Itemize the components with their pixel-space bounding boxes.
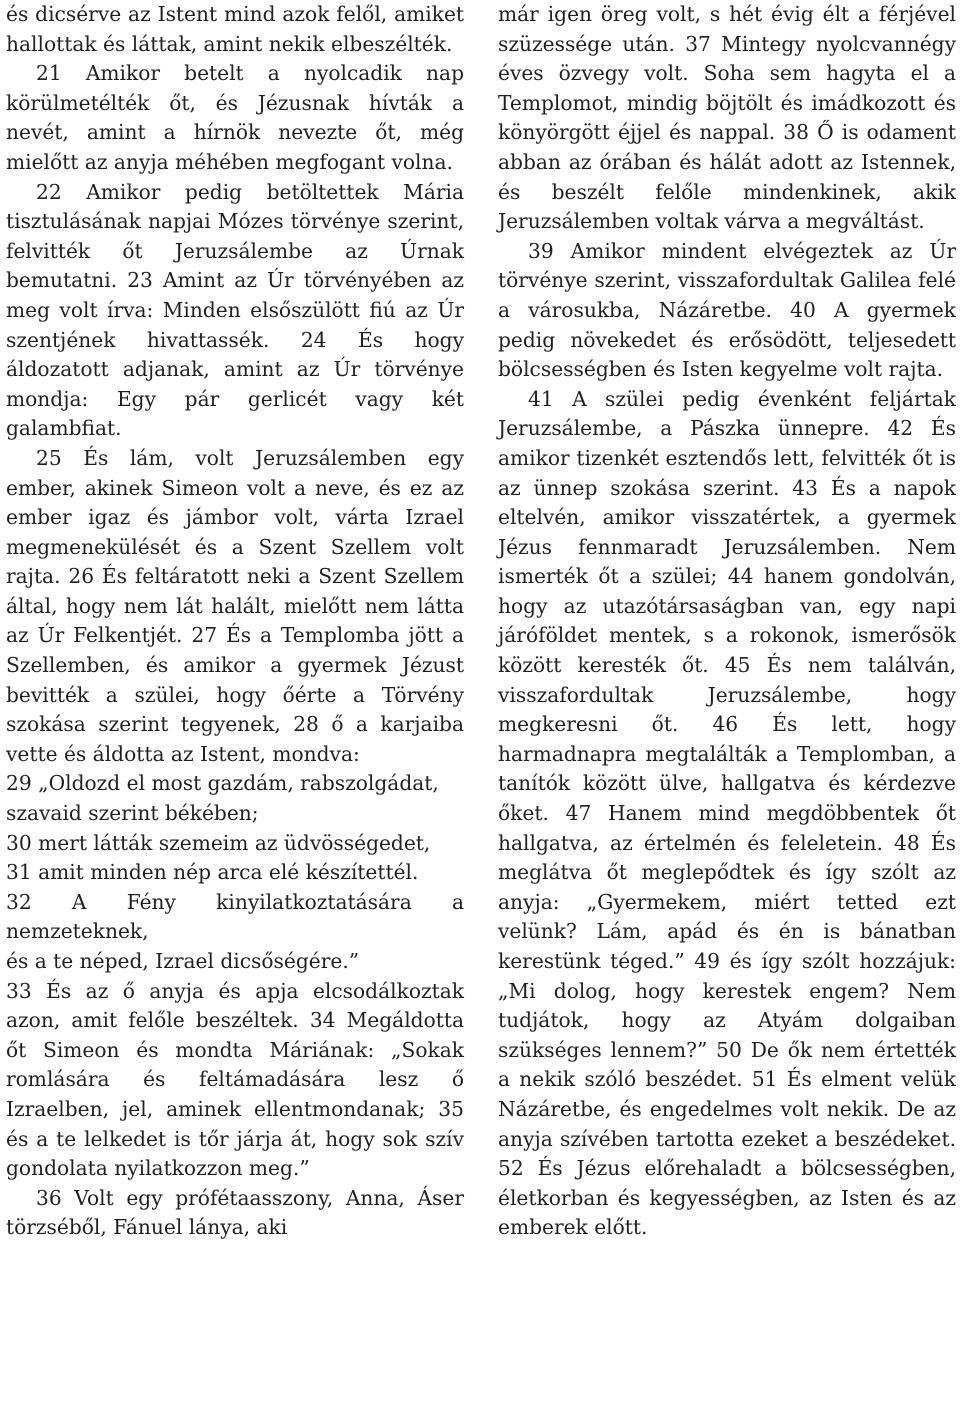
poem-line-29: 29 „Oldozd el most gazdám, rabszolgádat, xyxy=(6,771,439,796)
paragraph-verse-33: 33 És az ő anyja és apja elcsodálkoztak azon, amit felőle beszéltek. 34 Megáldotta őt Simeon és mondta Máriának: „Sokak romlására és feltámadására lesz ő Izraelben, jel, aminek ellentmondanak; 35 és a te lelkedet is tőr járja át, hogy sok szív gondolata nyilatkozzon meg.” xyxy=(6,978,464,1181)
paragraph-verse-25: 25 És lám, volt Jeruzsálemben egy ember, akinek Simeon volt a neve, és ez az ember igaz és jámbor volt, várta Izrael megmenekülését és a Szent Szellem volt rajta. 26 És feltáratott neki a Szent Szellem által, hogy nem lát halált, mielőtt nem látta az Úr Felkentjét. 27 És a Templomba jött a Szellemben, és amikor a gyermek Jézust bevitték a szülei, hogy őérte a Törvény szokása szerint tegyenek, 28 ő a karjaiba vette és áldotta az Istent, mondva: xyxy=(6,445,464,766)
poem-line-32: 32 A Fény kinyilatkoztatására a nemzeteknek, xyxy=(6,889,464,944)
poem-line-29b: szavaid szerint békében; xyxy=(6,801,259,826)
paragraph-verse-21: 21 Amikor betelt a nyolcadik nap körülmetélték őt, és Jézusnak hívták a nevét, amint a hírnök nevezte őt, még mielőtt az anyja méhében megfogant volna. xyxy=(6,61,464,174)
paragraph-verse-36: 36 Volt egy prófétaasszony, Anna, Áser törzséből, Fánuel lánya, aki xyxy=(6,1185,464,1240)
paragraph-verse-22: 22 Amikor pedig betöltettek Mária tisztulásának napjai Mózes törvénye szerint, felvitték őt Jeruzsálembe az Úrnak bemutatni. 23 Amint az Úr törvényében az meg volt írva: Minden elsőszülött fiú az Úr szentjének hivattassék. 24 És hogy áldozatott adjanak, amint az Úr törvénye mondja: Egy pár gerlicét vagy két galambfiat. xyxy=(6,179,464,441)
paragraph-continuation: és dicsérve az Istent mind azok felől, amiket hallottak és láttak, amint nekik elbeszélték. xyxy=(6,2,464,56)
right-column xyxy=(498,0,956,1243)
poem-line-32b: és a te néped, Izrael dicsőségére.” xyxy=(6,949,360,973)
poem-line-31: 31 amit minden nép arca elé készítettél. xyxy=(6,860,419,885)
left-column xyxy=(6,0,464,1243)
paragraph-verse-41: 41 A szülei pedig évenként feljártak Jeruzsálembe, a Pászka ünnepre. 42 És amikor tizenkét esztendős lett, felvitték őt is az ünnep szokása szerint. 43 És a napok eltelvén, amikor visszatértek, a gyermek Jézus fennmaradt Jeruzsálemben. Nem ismerték őt a szülei; 44 hanem gondolván, hogy az utazótársaságban van, egy napi járóföldet mentek, s a rokonok, ismerősök között keresték őt. 45 És nem találván, visszafordultak Jeruzsálembe, hogy megkeresni őt. 46 És lett, hogy harmadnapra megtalálták a Templomban, a tanítók között ülve, hallgatva és kérdezve őket. 47 Hanem mind megdöbbentek őt hallgatva, az értelmén és feleletein. 48 És meglátva őt meglepődtek és így szólt az anyja: „Gyermekem, miért tetted ezt velünk? Lám, apád és én is bánatban kerestünk téged.” 49 és így szólt hozzájuk: „Mi dolog, hogy kerestek engem? Nem tudjátok, hogy az Atyám dolgaiban szükséges lennem?” 50 De ők nem értették a nekik szóló beszédet. 51 És elment velük Názáretbe, és engedelmes volt nekik. De az anyja szívében tartotta ezeket a beszédeket. 52 És Jézus előrehaladt a bölcsességben, életkorban és kegyességben, az Isten és az emberek előtt. xyxy=(498,386,956,1240)
paragraph-verse-39: 39 Amikor mindent elvégeztek az Úr törvénye szerint, visszafordultak Galilea felé a városukba, Názáretbe. 40 A gyermek pedig növekedet és erősödött, teljesedett bölcsességben és Isten kegyelme volt rajta. xyxy=(498,238,956,382)
paragraph-verse-36-continuation: már igen öreg volt, s hét évig élt a férjével szüzessége után. 37 Mintegy nyolcvannégy éves özvegy volt. Soha sem hagyta el a Templomot, mindig böjtölt és imádkozott és könyörgött éjjel és nappal. 38 Ő is odament abban az órában és hálát adott az Istennek, és beszélt felőle mindenkinek, akik Jeruzsálemben voltak várva a megváltást. xyxy=(498,2,956,234)
poem-line-30: 30 mert látták szemeim az üdvösségedet, xyxy=(6,830,431,855)
